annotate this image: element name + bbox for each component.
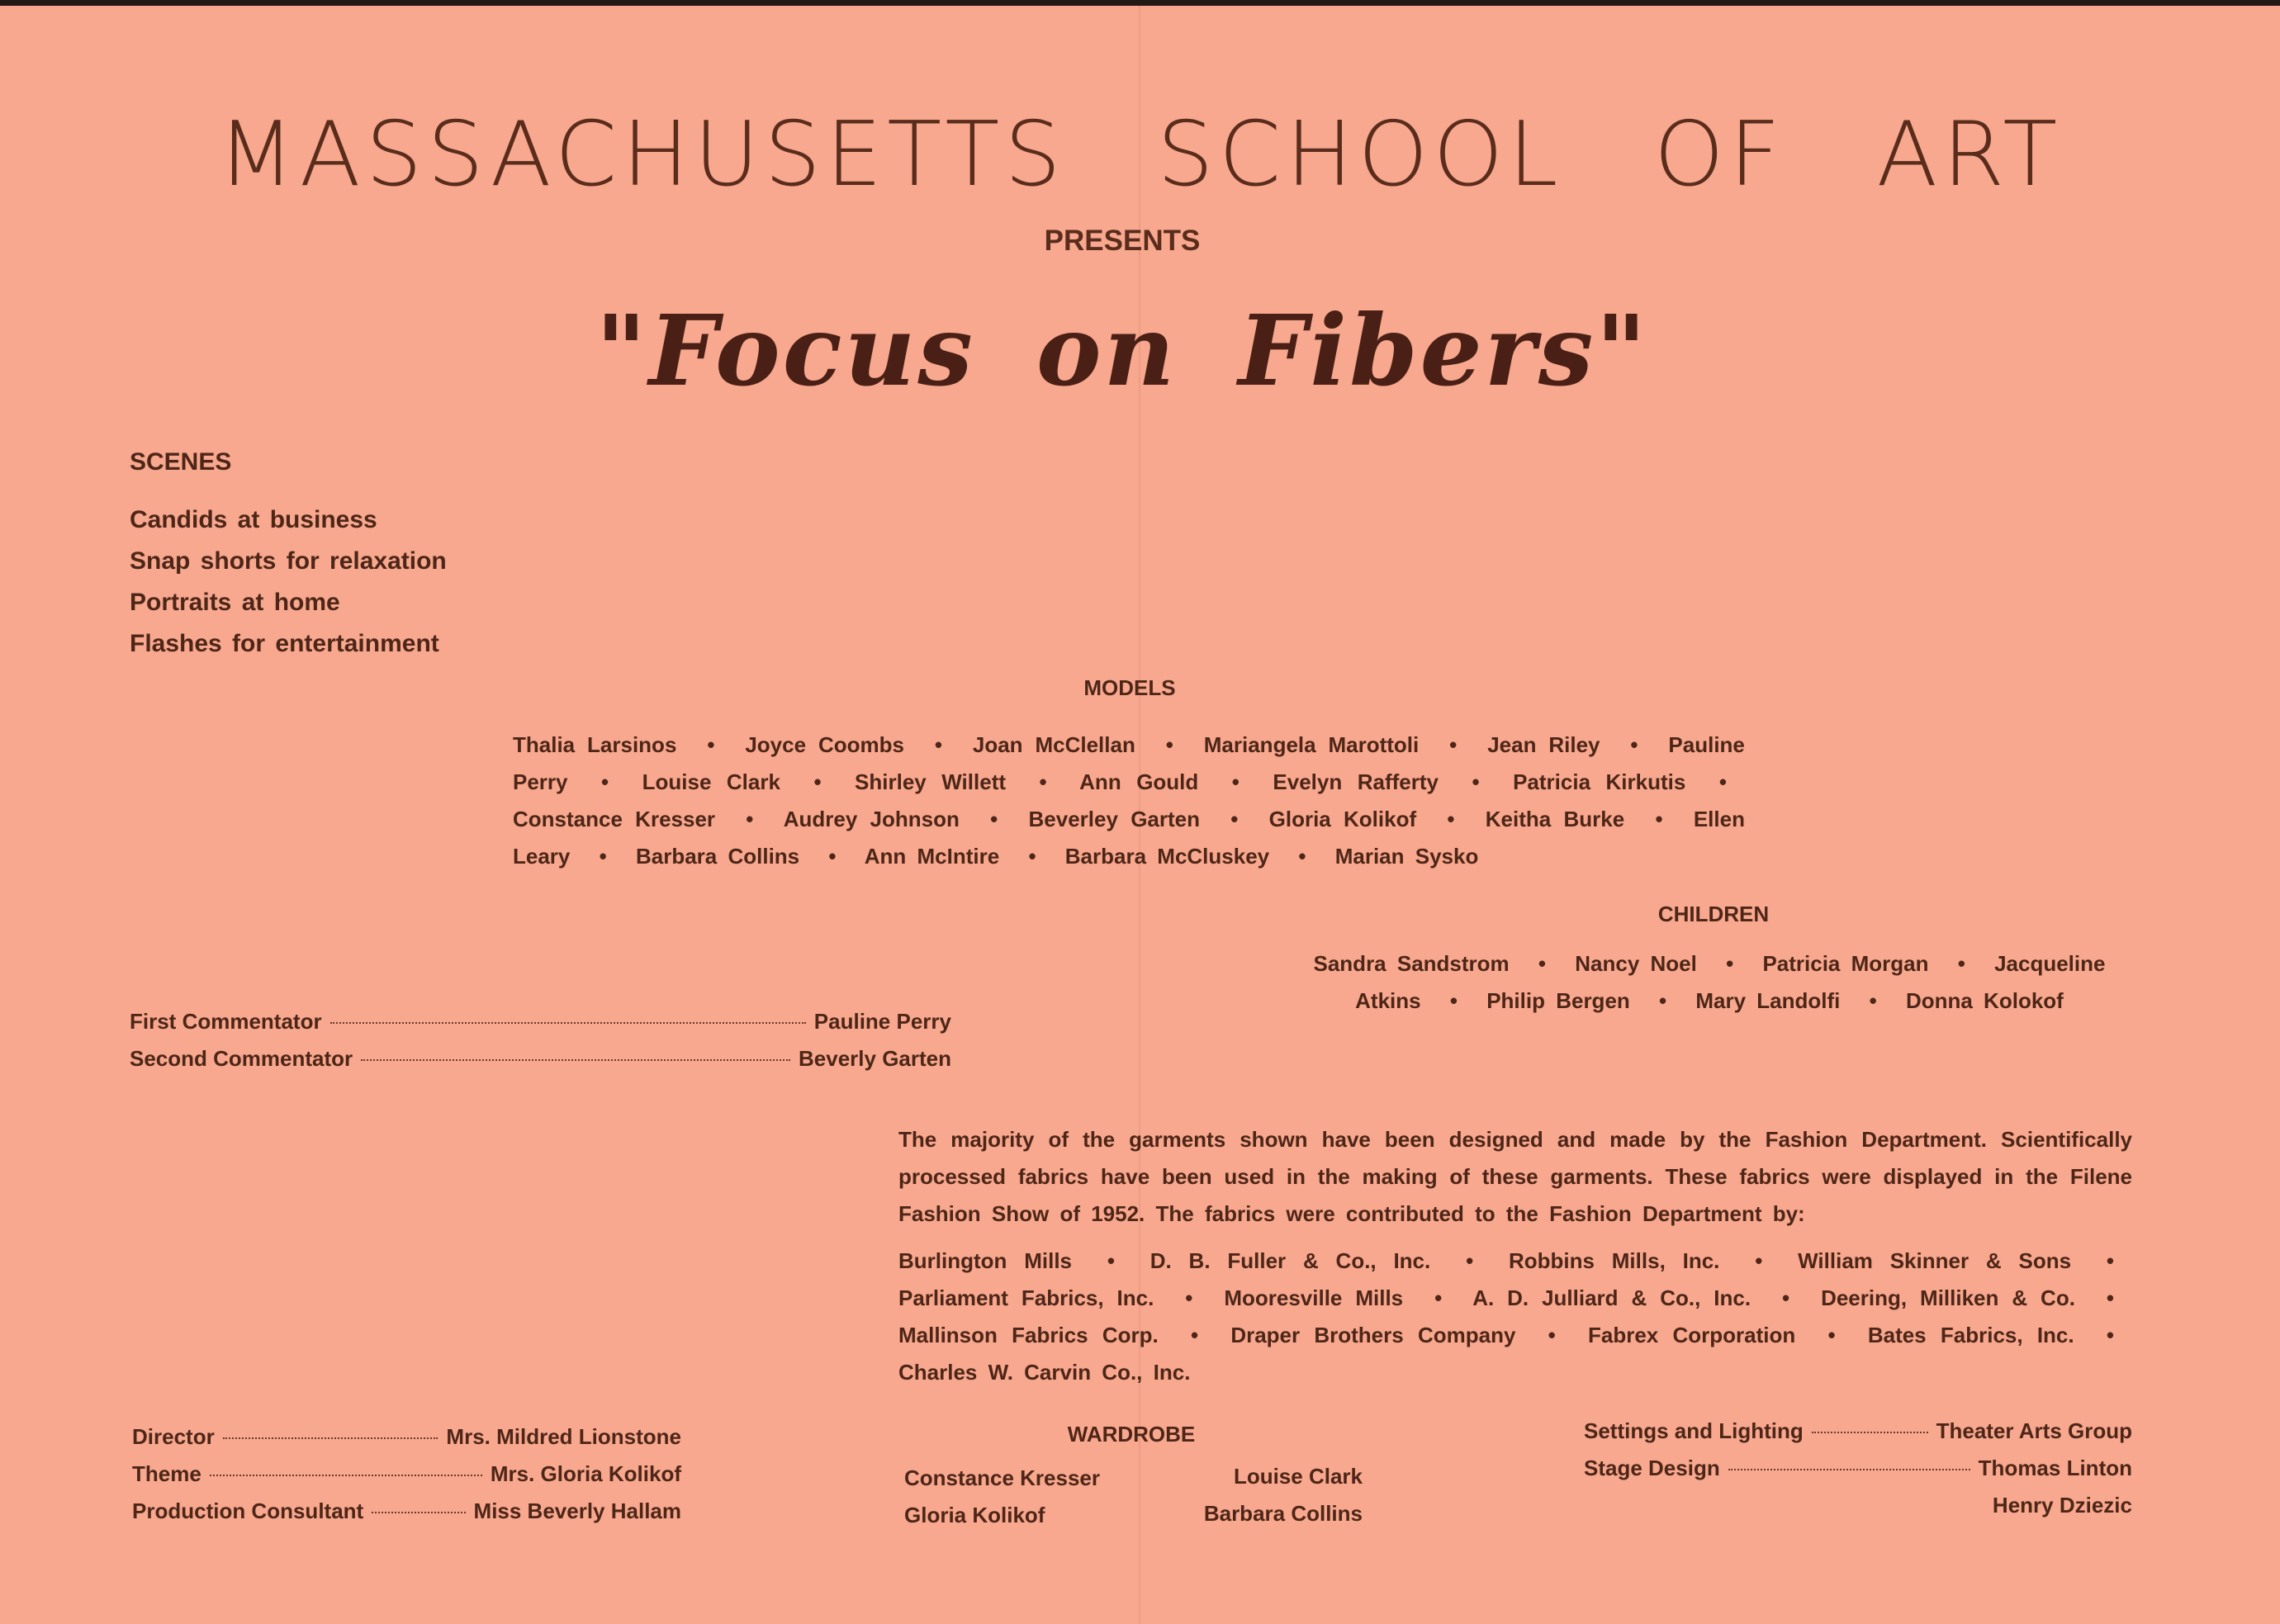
model-name: Pauline Perry xyxy=(513,732,1745,794)
staff-role: Stage Design xyxy=(1584,1456,1720,1480)
fabric-contributor: Mallinson Fabrics Corp. xyxy=(898,1323,1159,1347)
staff-name: Miss Beverly Hallam xyxy=(473,1499,681,1523)
fabric-contributor: D. B. Fuller & Co., Inc. xyxy=(1149,1248,1431,1273)
leader-dots xyxy=(210,1475,482,1476)
model-name: Gloria Kolikof xyxy=(1268,807,1417,831)
model-name: Evelyn Rafferty xyxy=(1273,769,1439,794)
staff-row xyxy=(132,1424,681,1461)
model-name: Joyce Coombs xyxy=(745,732,904,757)
bullet-separator: • xyxy=(1869,988,1877,1013)
model-name: Keitha Burke xyxy=(1485,807,1625,831)
commentator-row xyxy=(130,1046,951,1083)
model-name: Shirley Willett xyxy=(855,769,1007,794)
bullet-separator: • xyxy=(1957,951,1965,976)
staff-name: Henry Dziezic xyxy=(1992,1493,2132,1517)
staff-row xyxy=(1584,1456,2132,1493)
children-list xyxy=(1296,945,2122,1020)
scenes-heading: SCENES xyxy=(130,448,232,476)
bullet-separator: • xyxy=(1827,1323,1836,1347)
model-name: Ellen Leary xyxy=(513,807,1745,869)
fabric-contributor: Bates Fabrics, Inc. xyxy=(1867,1323,2074,1347)
fabric-contributor: Mooresville Mills xyxy=(1224,1285,1404,1310)
leader-dots xyxy=(223,1437,438,1439)
wardrobe-name: Barbara Collins xyxy=(1203,1501,1363,1526)
bullet-separator: • xyxy=(746,807,754,831)
bullet-separator: • xyxy=(1718,769,1727,794)
child-name: Donna Kolokof xyxy=(1905,988,2064,1013)
models-list xyxy=(513,727,1745,875)
child-name: Patricia Morgan xyxy=(1762,951,1929,976)
top-edge xyxy=(0,0,2280,6)
staff-right xyxy=(1584,1418,2132,1530)
fabric-contributor: Draper Brothers Company xyxy=(1230,1323,1516,1347)
bullet-separator: • xyxy=(1466,1248,1474,1273)
model-name: Louise Clark xyxy=(642,769,780,794)
model-name: Mariangela Marottoli xyxy=(1203,732,1420,757)
scene-item: Flashes for entertainment xyxy=(130,630,439,657)
bullet-separator: • xyxy=(1538,951,1547,976)
bullet-separator: • xyxy=(601,769,609,794)
model-name: Jean Riley xyxy=(1487,732,1600,757)
model-name: Marian Sysko xyxy=(1334,844,1479,869)
bullet-separator: • xyxy=(1231,769,1240,794)
leader-dots xyxy=(1728,1469,1970,1470)
show-title: "Focus on Fibers" xyxy=(595,293,1649,408)
bullet-separator: • xyxy=(1726,951,1734,976)
staff-left xyxy=(132,1424,681,1536)
fabric-contributor: William Skinner & Sons xyxy=(1798,1248,2072,1273)
bullet-separator: • xyxy=(1028,844,1036,869)
bullet-separator: • xyxy=(828,844,837,869)
commentators-block xyxy=(130,1009,951,1083)
wardrobe-name: Constance Kresser xyxy=(904,1465,1100,1490)
fabric-contributor: Robbins Mills, Inc. xyxy=(1508,1248,1720,1273)
bullet-separator: • xyxy=(934,732,942,757)
bullet-separator: • xyxy=(1472,769,1480,794)
staff-row xyxy=(1584,1418,2132,1456)
model-name: Barbara McCluskey xyxy=(1064,844,1270,869)
staff-role: Production Consultant xyxy=(132,1499,364,1523)
bullet-separator: • xyxy=(1190,1323,1199,1347)
presents-label: PRESENTS xyxy=(1044,225,1201,257)
leader-dots xyxy=(372,1512,465,1513)
bullet-separator: • xyxy=(2106,1323,2114,1347)
staff-row xyxy=(1584,1493,2132,1530)
child-name: Jacqueline Atkins xyxy=(1355,951,2106,1013)
bullet-separator: • xyxy=(1230,807,1239,831)
wardrobe-col-2 xyxy=(1156,1458,1363,1532)
child-name: Sandra Sandstrom xyxy=(1313,951,1510,976)
staff-name: Mrs. Mildred Lionstone xyxy=(446,1424,681,1449)
child-name: Philip Bergen xyxy=(1486,988,1630,1013)
model-name: Beverley Garten xyxy=(1028,807,1200,831)
bullet-separator: • xyxy=(1782,1285,1790,1310)
children-heading: CHILDREN xyxy=(1657,902,1770,926)
scene-item: Snap shorts for relaxation xyxy=(130,547,447,575)
wardrobe-name: Louise Clark xyxy=(1233,1464,1363,1489)
bullet-separator: • xyxy=(1449,988,1458,1013)
commentator-role: First Commentator xyxy=(130,1009,322,1034)
staff-role: Theme xyxy=(132,1461,201,1486)
bullet-separator: • xyxy=(1447,807,1455,831)
commentator-row xyxy=(130,1009,951,1046)
school-title: MASSACHUSETTS SCHOOL OF ART xyxy=(217,103,2063,206)
model-name: Ann McIntire xyxy=(864,844,1000,869)
bullet-separator: • xyxy=(813,769,822,794)
model-name: Constance Kresser xyxy=(513,807,716,831)
commentator-role: Second Commentator xyxy=(130,1046,353,1071)
fabric-contributor: Burlington Mills xyxy=(898,1248,1073,1273)
leader-dots xyxy=(361,1059,790,1061)
child-name: Nancy Noel xyxy=(1575,951,1697,976)
fabric-contributor: Parliament Fabrics, Inc. xyxy=(898,1285,1154,1310)
leader-dots xyxy=(330,1022,806,1024)
fabric-contributor: Fabrex Corporation xyxy=(1587,1323,1796,1347)
wardrobe-name: Gloria Kolikof xyxy=(904,1503,1045,1527)
bullet-separator: • xyxy=(1039,769,1047,794)
staff-role: Director xyxy=(132,1424,215,1449)
bullet-separator: • xyxy=(707,732,715,757)
staff-name: Thomas Linton xyxy=(1978,1456,2132,1480)
staff-row xyxy=(132,1499,681,1536)
models-heading: MODELS xyxy=(1083,675,1176,700)
model-name: Audrey Johnson xyxy=(783,807,960,831)
wardrobe-col-1 xyxy=(904,1460,1100,1534)
staff-row xyxy=(132,1461,681,1499)
bullet-separator: • xyxy=(2106,1248,2114,1273)
commentator-name: Beverly Garten xyxy=(799,1046,951,1071)
staff-role: Settings and Lighting xyxy=(1584,1418,1804,1443)
staff-name: Theater Arts Group xyxy=(1936,1418,2132,1443)
bullet-separator: • xyxy=(599,844,607,869)
fabric-contributor: A. D. Julliard & Co., Inc. xyxy=(1472,1285,1751,1310)
fabric-contributor: Deering, Milliken & Co. xyxy=(1821,1285,2075,1310)
bullet-separator: • xyxy=(1185,1285,1193,1310)
fabric-contributors-list xyxy=(898,1243,2132,1391)
bullet-separator: • xyxy=(2106,1285,2114,1310)
fabric-contributor: Charles W. Carvin Co., Inc. xyxy=(898,1360,1191,1385)
wardrobe-heading: WARDROBE xyxy=(1067,1422,1196,1446)
bullet-separator: • xyxy=(1298,844,1306,869)
bullet-separator: • xyxy=(1755,1248,1763,1273)
leader-dots xyxy=(1812,1432,1928,1433)
child-name: Mary Landolfi xyxy=(1695,988,1841,1013)
commentator-name: Pauline Perry xyxy=(813,1009,951,1034)
scene-item: Candids at business xyxy=(130,506,377,533)
bullet-separator: • xyxy=(1434,1285,1443,1310)
bullet-separator: • xyxy=(1659,988,1667,1013)
bullet-separator: • xyxy=(1655,807,1663,831)
bullet-separator: • xyxy=(1630,732,1638,757)
staff-name: Mrs. Gloria Kolikof xyxy=(490,1461,681,1486)
model-name: Patricia Kirkutis xyxy=(1513,769,1686,794)
scenes-list xyxy=(130,500,447,665)
model-name: Joan McClellan xyxy=(972,732,1135,757)
fabrics-intro: The majority of the garments shown have been designed and made by the Fashion Department. Scientifically processed fabrics have been used in the making of these garments. These fabrics were displayed in the Filene Fashion Show of 1952. The fabrics were contributed to the Fashion Department by: xyxy=(898,1127,2132,1226)
bullet-separator: • xyxy=(990,807,998,831)
bullet-separator: • xyxy=(1165,732,1173,757)
model-name: Ann Gould xyxy=(1079,769,1199,794)
bullet-separator: • xyxy=(1449,732,1458,757)
bullet-separator: • xyxy=(1107,1248,1115,1273)
model-name: Barbara Collins xyxy=(635,844,800,869)
bullet-separator: • xyxy=(1548,1323,1556,1347)
model-name: Thalia Larsinos xyxy=(513,732,677,757)
scene-item: Portraits at home xyxy=(130,589,340,616)
